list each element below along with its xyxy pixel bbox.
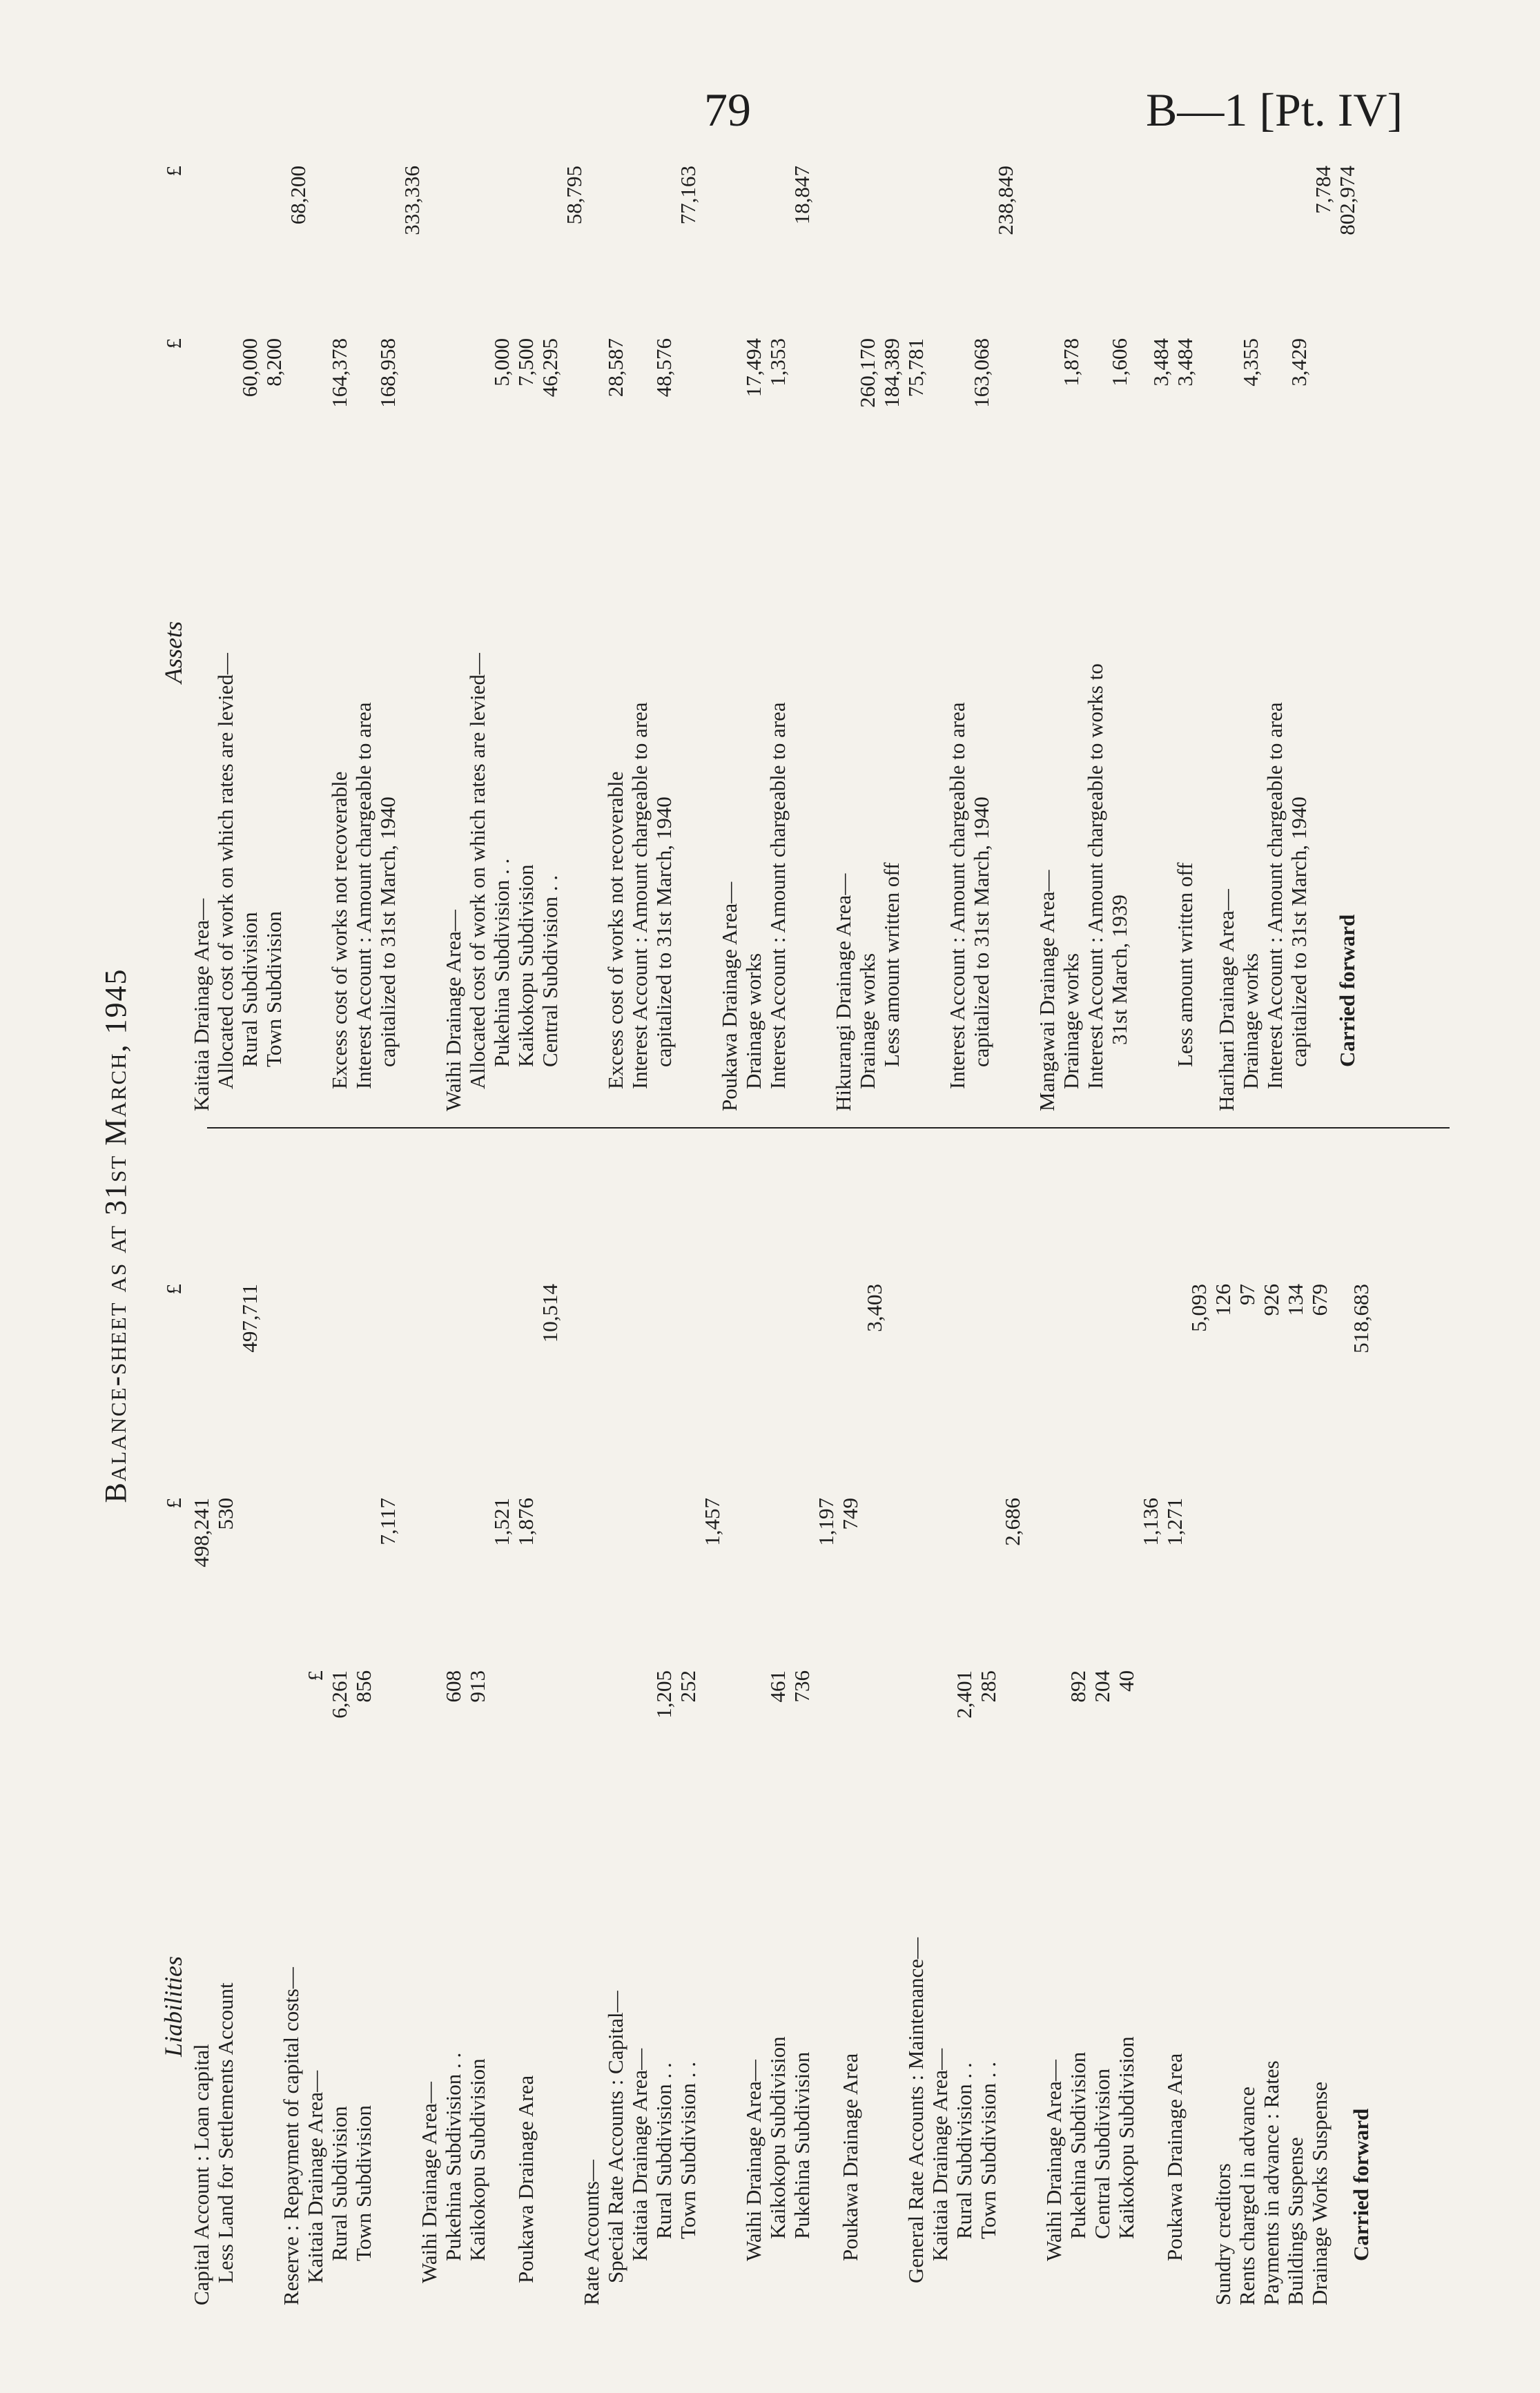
amount-n1: 17,494 <box>741 338 766 398</box>
ledger-row <box>1238 166 1263 1111</box>
ledger-row <box>465 166 489 1111</box>
ledger-row <box>879 166 904 1111</box>
amount-n2: 7,117 <box>376 1498 400 1545</box>
row-label: Interest Account : Amount chargeable to area <box>766 702 790 1089</box>
amount-n1: 204 <box>1090 1670 1114 1703</box>
amount-n1: 608 <box>441 1670 465 1703</box>
ledger-row <box>814 1146 838 2305</box>
spacer <box>262 1146 279 2305</box>
ledger-row <box>327 1146 351 2305</box>
amount-n3: 3,403 <box>862 1284 886 1332</box>
amount-n2: 498,241 <box>189 1498 213 1567</box>
amount-n1: 285 <box>976 1670 1000 1703</box>
ledger-row <box>376 1146 400 2305</box>
ledger-row <box>976 1146 1000 2305</box>
ledger-row <box>717 166 741 1111</box>
ledger-row <box>514 1146 538 2305</box>
amount-n3: 126 <box>1211 1284 1235 1316</box>
row-label: Less Land for Settlements Account <box>213 1982 237 2283</box>
assets-rows <box>189 166 1359 1111</box>
amount-n1: 163,068 <box>969 338 993 408</box>
spacer <box>886 1146 904 2305</box>
ledger-row <box>538 166 562 1111</box>
assets-header <box>159 166 189 1111</box>
row-label: Rural Subdivision . . <box>652 2062 676 2239</box>
ledger-row <box>1173 166 1197 1111</box>
row-label: Kaitaia Drainage Area— <box>303 2070 327 2283</box>
row-label: Special Rate Accounts : Capital— <box>603 1991 627 2283</box>
amount-n1: 184,389 <box>879 338 904 408</box>
spacer <box>424 166 441 1111</box>
amount-n2: 238,849 <box>993 166 1017 235</box>
ledger-row <box>465 1146 489 2305</box>
row-label: Capital Account : Loan capital <box>189 2044 213 2305</box>
amount-n2: 77,163 <box>676 166 700 225</box>
row-label: Sundry creditors <box>1211 2163 1235 2305</box>
row-label: Kaitaia Drainage Area— <box>627 2048 652 2261</box>
row-label: Rents charged in advance <box>1235 2086 1259 2305</box>
row-label: Rural Subdivision <box>327 2106 351 2261</box>
ledger-row <box>1287 166 1311 1111</box>
amount-n1: 1,606 <box>1107 338 1131 387</box>
row-label: Poukawa Drainage Area <box>514 2075 538 2283</box>
amount-n1: 3,484 <box>1173 338 1197 387</box>
amount-n1: 3,429 <box>1287 338 1311 387</box>
ledger-row <box>489 166 514 1111</box>
ledger-row <box>838 1146 862 2305</box>
amount-n2: 1,136 <box>1138 1498 1162 1546</box>
spacer <box>400 1146 417 2305</box>
ledger-row <box>1214 166 1238 1111</box>
row-label: Town Subdivision . . <box>676 2061 700 2239</box>
row-label: Allocated cost of work on which rates are levied— <box>213 653 237 1089</box>
ledger-row <box>603 166 627 1111</box>
spacer <box>1024 1146 1042 2305</box>
ledger-row <box>562 166 586 1111</box>
ledger-row <box>351 166 376 1111</box>
amount-n1: 40 <box>1114 1670 1138 1692</box>
spacer <box>310 166 327 1111</box>
row-label: Poukawa Drainage Area <box>1162 2053 1187 2261</box>
amount-n1: 856 <box>351 1670 376 1703</box>
ledger-row <box>1149 166 1173 1111</box>
row-label: Rural Subdivision <box>237 912 262 1067</box>
amount-n1: 1,353 <box>766 338 790 387</box>
spacer <box>700 166 717 1111</box>
amount-n1: 6,261 <box>327 1670 351 1719</box>
row-label: Town Subdivision . . <box>976 2061 1000 2239</box>
amount-n2: 68,200 <box>286 166 310 225</box>
ledger-row <box>1311 166 1335 1111</box>
liabilities-heading: Liabilities <box>159 1955 187 2057</box>
row-label: Rate Accounts— <box>579 2160 603 2305</box>
ledger-row <box>376 166 400 1111</box>
row-label: Pukehina Subdivision . . <box>489 858 514 1067</box>
row-label: Kaitaia Drainage Area— <box>189 898 213 1111</box>
spacer <box>1197 166 1214 1111</box>
row-label: Waihi Drainage Area— <box>741 2060 766 2261</box>
pound-sign: £ <box>162 1498 186 1509</box>
ledger-row <box>1107 166 1131 1111</box>
amount-n1: 168,958 <box>376 338 400 408</box>
amount-n2: 18,847 <box>790 166 814 225</box>
row-label: Rural Subdivision . . <box>952 2062 976 2239</box>
ledger-row <box>766 1146 790 2305</box>
amount-n3: 134 <box>1283 1284 1307 1316</box>
amount-n1: 164,378 <box>327 338 351 408</box>
ledger-row <box>189 166 213 1111</box>
ledger-row <box>790 1146 814 2305</box>
ledger-row <box>1349 1146 1373 2305</box>
row-label: capitalized to 31st March, 1940 <box>969 797 993 1067</box>
ledger-row <box>213 166 237 1111</box>
row-label: Kaikokopu Subdivision <box>465 2058 489 2261</box>
row-label: Town Subdivision <box>262 910 286 1067</box>
amount-n1: £ <box>303 1670 327 1681</box>
pound-sign: £ <box>162 166 186 177</box>
amount-n3: 10,514 <box>538 1284 562 1343</box>
row-label: Hikurangi Drainage Area— <box>831 873 855 1111</box>
ledger-row <box>279 1146 303 2305</box>
spacer <box>814 166 831 1111</box>
amount-n2: 1,457 <box>700 1498 724 1546</box>
assets-column <box>159 166 1359 1111</box>
page-number: 79 <box>704 84 751 136</box>
row-label: Interest Account : Amount chargeable to area <box>1263 702 1287 1089</box>
ledger-row <box>400 166 424 1111</box>
amount-n1: 75,781 <box>904 338 928 398</box>
spacer <box>586 166 603 1111</box>
ledger-row <box>1335 166 1359 1111</box>
ledger-row <box>945 166 969 1111</box>
ledger-row <box>1235 1146 1259 2305</box>
row-label: Drainage works <box>1238 953 1263 1089</box>
row-label: Poukawa Drainage Area <box>838 2053 862 2261</box>
amount-n1: 461 <box>766 1670 790 1703</box>
ledger-row <box>189 1146 213 2305</box>
row-label: Payments in advance : Rates <box>1259 2060 1283 2305</box>
row-label: Interest Account : Amount chargeable to area <box>351 702 376 1089</box>
amount-n1: 8,200 <box>262 338 286 387</box>
ledger-row <box>993 166 1017 1111</box>
ledger-row <box>1307 1146 1332 2305</box>
ledger-row <box>741 166 766 1111</box>
assets-heading: Assets <box>159 621 187 683</box>
row-label: Kaikokopu Subdivision <box>766 2036 790 2239</box>
ledger-row <box>1259 1146 1283 2305</box>
row-label: Town Subdivision <box>351 2104 376 2261</box>
ledger-row <box>904 1146 928 2305</box>
ledger-row <box>652 166 676 1111</box>
row-label: capitalized to 31st March, 1940 <box>652 797 676 1067</box>
amount-n1: 5,000 <box>489 338 514 387</box>
amount-n1: 7,500 <box>514 338 538 387</box>
ledger-row <box>1083 166 1107 1111</box>
pound-sign: £ <box>162 1284 186 1295</box>
amount-n2: 1,271 <box>1162 1498 1187 1546</box>
row-label: Kaitaia Drainage Area— <box>928 2048 952 2261</box>
pound-sign: £ <box>162 338 186 349</box>
ledger-row <box>652 1146 676 2305</box>
column-divider <box>207 1127 1450 1129</box>
ledger-row <box>1263 166 1287 1111</box>
amount-n2: 1,197 <box>814 1498 838 1546</box>
ledger-row <box>676 166 700 1111</box>
amount-n1: 736 <box>790 1670 814 1703</box>
ledger-row <box>952 1146 976 2305</box>
amount-n2: 333,336 <box>400 166 424 235</box>
sheet-title: Balance-sheet as at 31st March, 1945 <box>99 968 133 1503</box>
ledger-row <box>262 166 286 1111</box>
ledger-row <box>855 166 879 1111</box>
amount-n2: 802,974 <box>1335 166 1359 235</box>
amount-n2: 749 <box>838 1498 862 1530</box>
ledger-row <box>441 1146 465 2305</box>
ledger-row <box>1211 1146 1235 2305</box>
ledger-row <box>1114 1146 1138 2305</box>
ledger-row <box>862 1146 886 2305</box>
ledger-row <box>1187 1146 1211 2305</box>
amount-n1: 1,205 <box>652 1670 676 1719</box>
liabilities-header <box>159 1146 189 2305</box>
row-label: Central Subdivision . . <box>538 875 562 1067</box>
ledger-row <box>237 166 262 1111</box>
page-reference: B—1 [Pt. IV] <box>1146 84 1403 136</box>
amount-n1: 4,355 <box>1238 338 1263 387</box>
ledger-row <box>1066 1146 1090 2305</box>
ledger-row <box>676 1146 700 2305</box>
ledger-row <box>237 1146 262 2305</box>
row-label: Mangawai Drainage Area— <box>1035 870 1059 1111</box>
row-label: Less amount written off <box>879 862 904 1067</box>
amount-n3: 926 <box>1259 1284 1283 1316</box>
row-label: Kaikokopu Subdivision <box>514 864 538 1067</box>
ledger-row <box>741 1146 766 2305</box>
row-label: Excess cost of works not recoverable <box>327 771 351 1089</box>
row-label: Interest Account : Amount chargeable to works to <box>1083 663 1107 1089</box>
ledger-row <box>213 1146 237 2305</box>
row-label: Carried forward <box>1349 2108 1373 2261</box>
ledger-row <box>790 166 814 1111</box>
ledger-row <box>441 166 465 1111</box>
amount-n1: 60,000 <box>237 338 262 398</box>
row-label: Interest Account : Amount chargeable to area <box>627 702 652 1089</box>
liabilities-column <box>159 1146 1373 2305</box>
row-label: Allocated cost of work on which rates are levied— <box>465 653 489 1089</box>
ledger-row <box>286 166 310 1111</box>
row-label: capitalized to 31st March, 1940 <box>376 797 400 1067</box>
row-label: Waihi Drainage Area— <box>1042 2060 1066 2261</box>
amount-n1: 2,401 <box>952 1670 976 1719</box>
row-label: Drainage works <box>1059 953 1083 1089</box>
row-label: Harihari Drainage Area— <box>1214 889 1238 1111</box>
ledger-row <box>489 1146 514 2305</box>
row-label: Drainage works <box>741 953 766 1089</box>
ledger-row <box>417 1146 441 2305</box>
row-label: Interest Account : Amount chargeable to area <box>945 702 969 1089</box>
row-label: Buildings Suspense <box>1283 2137 1307 2305</box>
ledger-row <box>303 1146 327 2305</box>
row-label: Reserve : Repayment of capital costs— <box>279 1967 303 2305</box>
row-label: Central Subdivision <box>1090 2068 1114 2239</box>
amount-n3: 5,093 <box>1187 1284 1211 1332</box>
row-label: Excess cost of works not recoverable <box>603 771 627 1089</box>
ledger-row <box>1035 166 1059 1111</box>
amount-n1: 48,576 <box>652 338 676 398</box>
amount-n3: 679 <box>1307 1284 1332 1316</box>
ledger-row <box>1059 166 1083 1111</box>
row-label: Pukehina Subdivision . . <box>441 2052 465 2261</box>
amount-n2: 58,795 <box>562 166 586 225</box>
row-label: Drainage works <box>855 953 879 1089</box>
row-label: Less amount written off <box>1173 862 1197 1067</box>
row-label: Poukawa Drainage Area— <box>717 881 741 1111</box>
amount-n1: 260,170 <box>855 338 879 408</box>
page-header <box>0 0 1540 166</box>
ledger-row <box>514 166 538 1111</box>
amount-n3: 97 <box>1235 1284 1259 1305</box>
amount-n2: 1,876 <box>514 1498 538 1546</box>
ledger-row <box>969 166 993 1111</box>
amount-n2: 2,686 <box>1000 1498 1024 1546</box>
ledger-row <box>1138 1146 1162 2305</box>
amount-n2: 7,784 <box>1311 166 1335 214</box>
spacer <box>562 1146 579 2305</box>
row-label: General Rate Accounts : Maintenance— <box>904 1937 928 2283</box>
ledger-row <box>327 166 351 1111</box>
row-label: Waihi Drainage Area— <box>417 2082 441 2283</box>
ledger-row <box>928 1146 952 2305</box>
ledger-row <box>1162 1146 1187 2305</box>
row-label: capitalized to 31st March, 1940 <box>1287 797 1311 1067</box>
ledger-row <box>579 1146 603 2305</box>
spacer <box>724 1146 741 2305</box>
row-label: Waihi Drainage Area— <box>441 910 465 1111</box>
amount-n2: 1,521 <box>489 1498 514 1546</box>
row-label: Pukehina Subdivision <box>790 2051 814 2239</box>
amount-n1: 46,295 <box>538 338 562 398</box>
ledger-row <box>1283 1146 1307 2305</box>
ledger-row <box>766 166 790 1111</box>
balance-sheet <box>99 166 1519 2305</box>
amount-n1: 1,878 <box>1059 338 1083 387</box>
row-label: Drainage Works Suspense <box>1307 2081 1332 2305</box>
amount-n1: 252 <box>676 1670 700 1703</box>
spacer <box>1332 1146 1349 2305</box>
ledger-row <box>627 166 652 1111</box>
row-label: Carried forward <box>1335 914 1359 1067</box>
row-label: 31st March, 1939 <box>1107 895 1131 1045</box>
spacer <box>928 166 945 1111</box>
ledger-row <box>831 166 855 1111</box>
amount-n1: 913 <box>465 1670 489 1703</box>
spacer <box>1131 166 1149 1111</box>
amount-n2: 530 <box>213 1498 237 1530</box>
amount-n3: 497,711 <box>237 1284 262 1353</box>
amount-n1: 28,587 <box>603 338 627 398</box>
ledger-row <box>538 1146 562 2305</box>
ledger-row <box>627 1146 652 2305</box>
row-label: Kaikokopu Subdivision <box>1114 2036 1138 2239</box>
amount-n1: 3,484 <box>1149 338 1173 387</box>
amount-n1: 892 <box>1066 1670 1090 1703</box>
ledger-row <box>700 1146 724 2305</box>
row-label: Pukehina Subdivision <box>1066 2051 1090 2239</box>
ledger-row <box>904 166 928 1111</box>
ledger-row <box>1090 1146 1114 2305</box>
liabilities-rows <box>189 1146 1373 2305</box>
ledger-row <box>603 1146 627 2305</box>
ledger-row <box>351 1146 376 2305</box>
amount-n3: 518,683 <box>1349 1284 1373 1354</box>
ledger-row <box>1000 1146 1024 2305</box>
spacer <box>1017 166 1035 1111</box>
ledger-row <box>1042 1146 1066 2305</box>
